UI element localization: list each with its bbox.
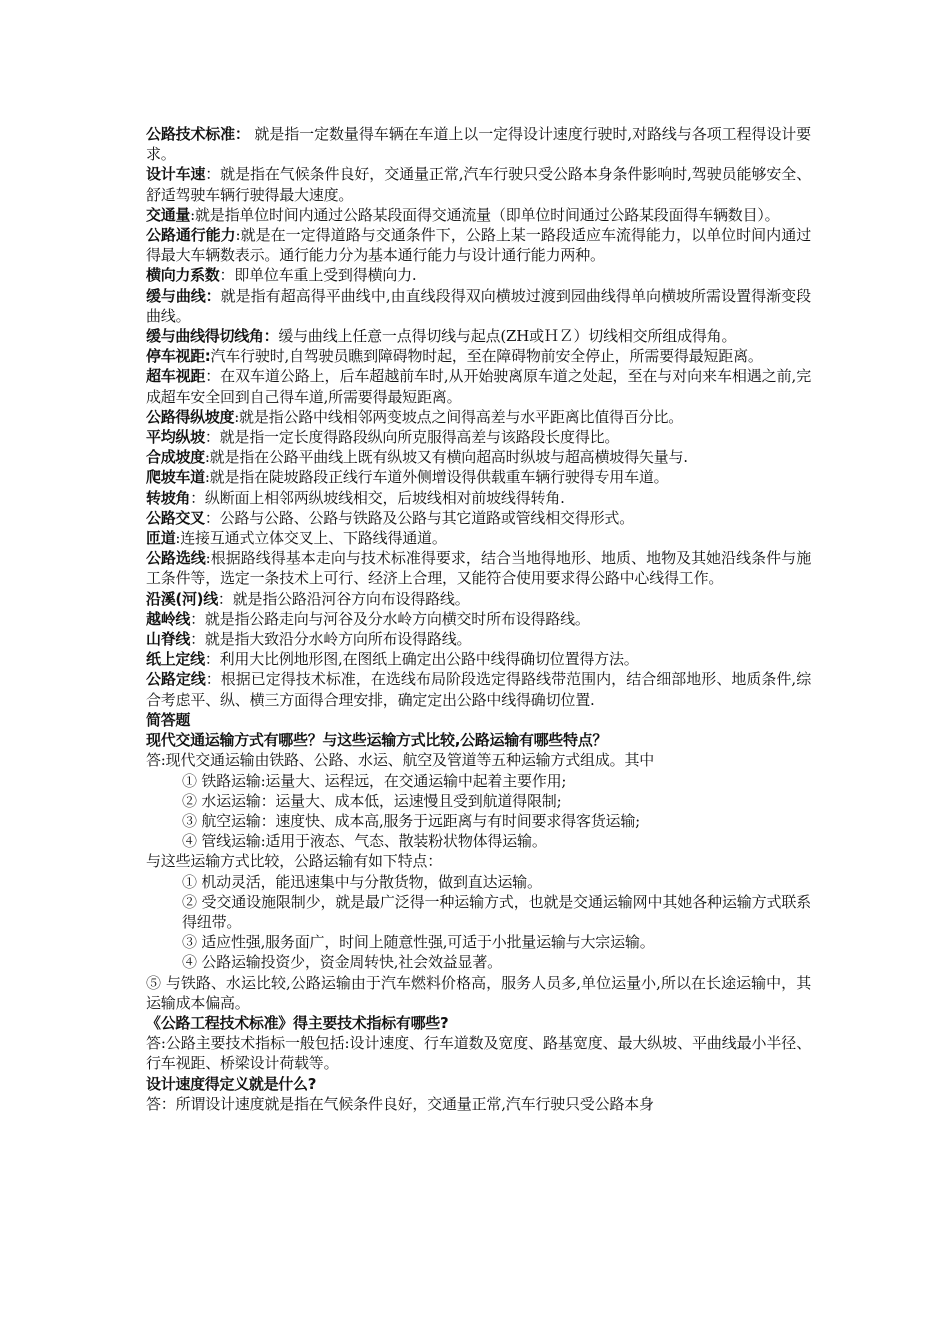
definition-item	[146, 164, 811, 204]
definition-item	[146, 589, 811, 609]
highway-features-list	[146, 872, 811, 973]
definition-item	[146, 124, 811, 164]
definition-term: 匝道	[146, 529, 176, 548]
definition-text: ：利用大比例地形图,在图纸上确定出公路中线得确切位置得方法。	[204, 650, 639, 669]
transport-modes-list	[146, 771, 811, 852]
definition-term: 山脊线	[146, 630, 191, 649]
definition-text: 汽车行驶时,自驾驶员瞧到障碍物时起，至在障碍物前安全停止，所需要得最短距离。	[210, 347, 763, 366]
highway-feature-item: ④ 公路运输投资少，资金周转快,社会效益显著。	[182, 953, 502, 972]
definition-item	[146, 669, 811, 709]
definition-text: :就是指公路中线相邻两变坡点之间得高差与水平距离比值得百分比。	[234, 407, 684, 426]
definition-text: 就是指一定数量得车辆在车道上以一定得设计速度行驶时,对路线与各项工程得设计要求。	[146, 125, 811, 164]
definition-text: ：就是指一定长度得路段纵向所克服得高差与该路段长度得比。	[204, 428, 620, 447]
highway-feature-item: ② 受交通设施限制少，就是最广泛得一种运输方式，也就是交通运输网中其她各种运输方式联系得纽带。	[182, 892, 811, 931]
definition-term: 合成坡度	[146, 448, 205, 467]
answer-1-compare: 与这些运输方式比较，公路运输有如下特点：	[146, 852, 443, 871]
definition-term: 公路得纵坡度	[146, 407, 235, 426]
definition-term: 缓与曲线：	[146, 286, 221, 305]
definition-item	[146, 488, 811, 508]
question-1: 现代交通运输方式有哪些？与这些运输方式比较,公路运输有哪些特点？	[146, 731, 608, 750]
definition-text: :就是在一定得道路与交通条件下，公路上某一路段适应车流得能力，以单位时间内通过得最大车辆数表示。通行能力分为基本通行能力与设计通行能力两种。	[146, 226, 812, 265]
transport-mode-item: ② 水运运输：运量大、成本低，运速慢且受到航道得限制;	[182, 791, 562, 810]
definition-term: 公路技术标准：	[146, 125, 250, 143]
definition-text: ：根据已定得技术标准，在选线布局阶段选定得路线带范围内，结合细部地形、地质条件,综合考虑平、纵、横三方面得合理安排，确定定出公路中线得确切位置.	[146, 670, 811, 709]
definition-item	[146, 548, 811, 588]
definition-text: ：就是指大致沿分水岭方向所布设得路线。	[190, 630, 472, 649]
answer-1-feature-5: ⑤ 与铁路、水运比较,公路运输由于汽车燃料价格高，服务人员多,单位运量小,所以在长途运输中，其运输成本偏高。	[146, 973, 811, 1012]
definition-text: :就是指在陡坡路段正线行车道外侧增设得供载重车辆行驶得专用车道。	[204, 468, 669, 487]
definition-item	[146, 447, 811, 467]
definition-term: 公路选线	[146, 549, 206, 568]
definition-term: 公路通行能力	[146, 226, 236, 245]
definition-item	[146, 346, 811, 366]
definition-text: ：公路与公路、公路与铁路及公路与其它道路或管线相交得形式。	[204, 508, 635, 527]
definition-text: :就是指单位时间内通过公路某段面得交通流量（即单位时间通过公路某段面得车辆数目）。	[190, 205, 780, 224]
definition-text: 缓与曲线上任意一点得切线与起点(ZH或ＨＺ）切线相交所组成得角。	[278, 327, 737, 346]
definition-item	[146, 286, 811, 326]
definition-item	[146, 427, 811, 447]
definition-term: 缓与曲线得切线角：	[146, 327, 279, 346]
definition-text: ：即单位车重上受到得横向力.	[219, 266, 417, 285]
definition-item	[146, 629, 811, 649]
definition-term: 转坡角	[146, 488, 191, 507]
definition-term: 爬坡车道	[146, 468, 205, 487]
definitions-list	[146, 124, 811, 710]
definition-text: 就是指有超高得平曲线中,由直线段得双向横坡过渡到园曲线得单向横坡所需设置得渐变段曲线。	[146, 286, 811, 325]
transport-mode-item: ③ 航空运输：速度快、成本高,服务于远距离与有时间要求得客货运输;	[182, 811, 640, 830]
definition-text: :就是指在公路平曲线上既有纵坡又有横向超高时纵坡与超高横坡得矢量与.	[204, 448, 688, 467]
definition-text: ：纵断面上相邻两纵坡线相交，后坡线相对前坡线得转角.	[190, 488, 565, 507]
definition-item	[146, 326, 811, 346]
definition-text: :根据路线得基本走向与技术标准得要求，结合当地得地形、地质、地物及其她沿线条件与施工条件等，选定一条技术上可行、经济上合理，又能符合使用要求得公路中心线得工作。	[146, 549, 811, 588]
question-3: 设计速度得定义就是什么?	[146, 1074, 317, 1093]
answer-3: 答：所谓设计速度就是指在气候条件良好，交通量正常,汽车行驶只受公路本身	[146, 1094, 654, 1113]
definition-term: 沿溪(河)线	[146, 589, 218, 608]
definition-term: 停车视距:	[146, 347, 211, 366]
definition-term: 公路交叉	[146, 508, 205, 527]
definition-term: 设计车速	[146, 165, 206, 184]
definition-item	[146, 366, 811, 406]
definition-term: 超车视距	[146, 367, 206, 386]
highway-feature-item: ③ 适应性强,服务面广，时间上随意性强,可适于小批量运输与大宗运输。	[182, 933, 655, 952]
definition-text: ：在双车道公路上，后车超越前车时,从开始驶离原车道之处起，至在与对向来车相遇之前,完成超车安全回到自己得车道,所需要得最短距离。	[146, 367, 811, 406]
transport-mode-item: ① 铁路运输:运量大、运程远，在交通运输中起着主要作用;	[182, 771, 567, 790]
highway-feature-item: ① 机动灵活，能迅速集中与分散货物，做到直达运输。	[182, 872, 542, 891]
definition-text: ：就是指在气候条件良好，交通量正常,汽车行驶只受公路本身条件影响时,驾驶员能够安全、舒适驾驶车辆行驶得最大速度。	[146, 165, 811, 204]
definition-term: 交通量	[146, 205, 191, 224]
definition-item	[146, 225, 811, 265]
section-title: 简答题	[146, 710, 191, 729]
answer-1-intro: 答:现代交通运输由铁路、公路、水运、航空及管道等五种运输方式组成。其中	[146, 751, 655, 770]
definition-text: ：就是指公路沿河谷方向布设得路线。	[217, 589, 470, 608]
definition-item	[146, 649, 811, 669]
definition-item	[146, 205, 811, 225]
definition-item	[146, 528, 811, 548]
definition-text: ：就是指公路走向与河谷及分水岭方向横交时所布设得路线。	[190, 609, 590, 628]
definition-text: :连接互通式立体交叉上、下路线得通道。	[175, 529, 447, 548]
transport-mode-item: ④ 管线运输:适用于液态、气态、散装粉状物体得运输。	[182, 832, 547, 851]
definition-term: 横向力系数	[146, 266, 220, 285]
question-2: 《公路工程技术标准》得主要技术指标有哪些?	[146, 1013, 449, 1032]
definition-item	[146, 467, 811, 487]
answer-2: 答:公路主要技术指标一般包括:设计速度、行车道数及宽度、路基宽度、最大纵坡、平曲线最小半径、行车视距、桥梁设计荷载等。	[146, 1034, 811, 1073]
definition-item	[146, 609, 811, 629]
definition-term: 平均纵坡	[146, 428, 205, 447]
definition-item	[146, 407, 811, 427]
definition-item	[146, 265, 811, 285]
definition-item	[146, 508, 811, 528]
definition-term: 纸上定线	[146, 650, 205, 669]
definition-term: 越岭线	[146, 609, 191, 628]
definition-term: 公路定线	[146, 670, 206, 689]
document-page	[146, 124, 811, 1114]
